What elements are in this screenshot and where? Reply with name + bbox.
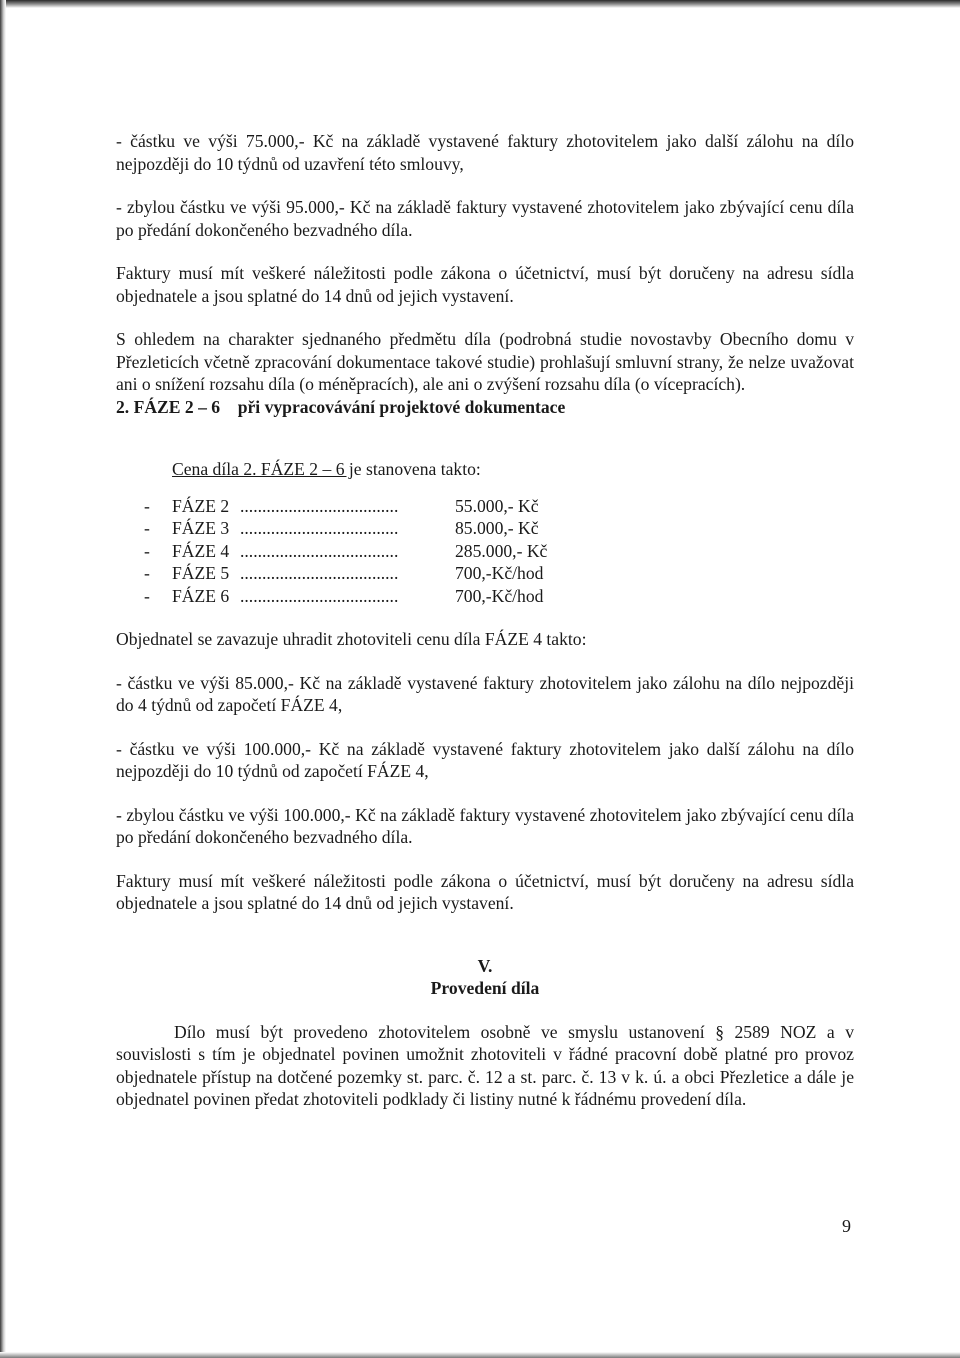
phase-row bbox=[144, 562, 854, 585]
phase-name: FÁZE 4 bbox=[172, 540, 230, 561]
list-dash: - bbox=[144, 585, 150, 606]
phase-name: FÁZE 5 bbox=[172, 563, 230, 583]
section-v-body: Dílo musí být provedeno zhotovitelem osobně ve smyslu ustanovení § 2589 NOZ a v souvislosti s tím je objednatel povinen umožnit zhotoviteli v řádné pracovní době platné pro provoz objednatele přístup na dotčené pozemky st. parc. č. 12 a st. parc. č. 13 v k. ú. a obci Přezletice a dále je objednatel povinen předat zhotoviteli podklady či listiny nutné k řádnému provedení díla. bbox=[116, 1021, 854, 1109]
scan-edge-left bbox=[0, 0, 6, 1358]
phase-price: 55.000,- Kč bbox=[455, 495, 539, 516]
scan-edge-bottom bbox=[0, 1352, 960, 1358]
phase-name: FÁZE 2 bbox=[172, 495, 230, 516]
phase-4-clause-first-advance: - částku ve výši 85.000,- Kč na základě vystavené faktury zhotovitelem jako zálohu na dílo nejpozději do 4 týdnů od započetí FÁZE 4, bbox=[116, 672, 854, 715]
scope-declaration: S ohledem na charakter sjednaného předmětu díla (podrobná studie novostavby Obecního domu v Přezleticích včetně zpracování dokumentace takové studie) prohlašují smluvní strany, že nelze uvažovat ani o snížení rozsahu díla (o méněpracích), ale ani o zvýšení rozsahu díla (o vícepracích). bbox=[116, 329, 854, 394]
price-intro bbox=[116, 458, 854, 481]
list-dash: - bbox=[144, 495, 150, 516]
section-v-title: Provedení díla bbox=[430, 978, 540, 998]
payment-clause-final: - zbylou částku ve výši 95.000,- Kč na základě faktury vystavené zhotovitelem jako zbývající cenu díla po předání dokončeného bezvadného díla. bbox=[116, 197, 854, 240]
phase-price: 700,-Kč/hod bbox=[455, 585, 544, 606]
section-v-numeral: V. bbox=[477, 955, 493, 976]
price-intro-rest: e stanovena takto: bbox=[353, 459, 481, 479]
page-number: 9 bbox=[842, 1216, 851, 1236]
dot-leader: .................................... bbox=[240, 585, 399, 606]
section-2-number: 2. FÁZE 2 – 6 bbox=[116, 396, 221, 417]
phase-row bbox=[144, 517, 854, 540]
phase-price: 285.000,- Kč bbox=[455, 540, 548, 561]
phase-price: 700,-Kč/hod bbox=[455, 563, 544, 583]
list-dash: - bbox=[144, 563, 150, 583]
phase-4-payment-intro: Objednatel se zavazuje uhradit zhotoviteli cenu díla FÁZE 4 takto: bbox=[116, 629, 587, 649]
dot-leader: .................................... bbox=[240, 518, 399, 538]
phase-4-clause-second-advance: - částku ve výši 100.000,- Kč na základě vystavené faktury zhotovitelem jako další zálohu na dílo nejpozději do 10 týdnů od započetí FÁZE 4, bbox=[116, 738, 854, 781]
dot-leader: .................................... bbox=[240, 563, 399, 583]
phase-row bbox=[144, 585, 854, 608]
phase-name: FÁZE 3 bbox=[172, 518, 230, 538]
payment-clause-advance: - částku ve výši 75.000,- Kč na základě vystavené faktury zhotovitelem jako další zálohu na dílo nejpozději do 10 týdnů od uzavření této smlouvy, bbox=[116, 131, 854, 174]
invoice-requirements-2: Faktury musí mít veškeré náležitosti podle zákona o účetnictví, musí být doručeny na adresu sídla objednatele a jsou splatné do 14 dnů od jejich vystavení. bbox=[116, 870, 854, 913]
invoice-requirements: Faktury musí mít veškeré náležitosti podle zákona o účetnictví, musí být doručeny na adresu sídla objednatele a jsou splatné do 14 dnů od jejich vystavení. bbox=[116, 263, 854, 306]
phase-price: 85.000,- Kč bbox=[455, 518, 539, 538]
list-dash: - bbox=[144, 518, 150, 538]
dot-leader: .................................... bbox=[240, 495, 399, 516]
phase-name: FÁZE 6 bbox=[172, 585, 230, 606]
phase-row bbox=[144, 540, 854, 563]
list-dash: - bbox=[144, 540, 150, 561]
phase-row bbox=[144, 495, 854, 518]
phase-4-clause-final: - zbylou částku ve výši 100.000,- Kč na základě faktury vystavené zhotovitelem jako zbývající cenu díla po předání dokončeného bezvadného díla. bbox=[116, 804, 854, 847]
document-page bbox=[116, 130, 854, 1111]
price-intro-underlined: Cena díla 2. FÁZE 2 – 6 j bbox=[172, 459, 354, 479]
phase-price-list bbox=[116, 495, 854, 608]
section-2-heading bbox=[116, 396, 854, 419]
scan-edge-top bbox=[0, 0, 960, 8]
dot-leader: .................................... bbox=[240, 540, 399, 561]
section-2-title: při vypracovávání projektové dokumentace bbox=[237, 396, 566, 417]
